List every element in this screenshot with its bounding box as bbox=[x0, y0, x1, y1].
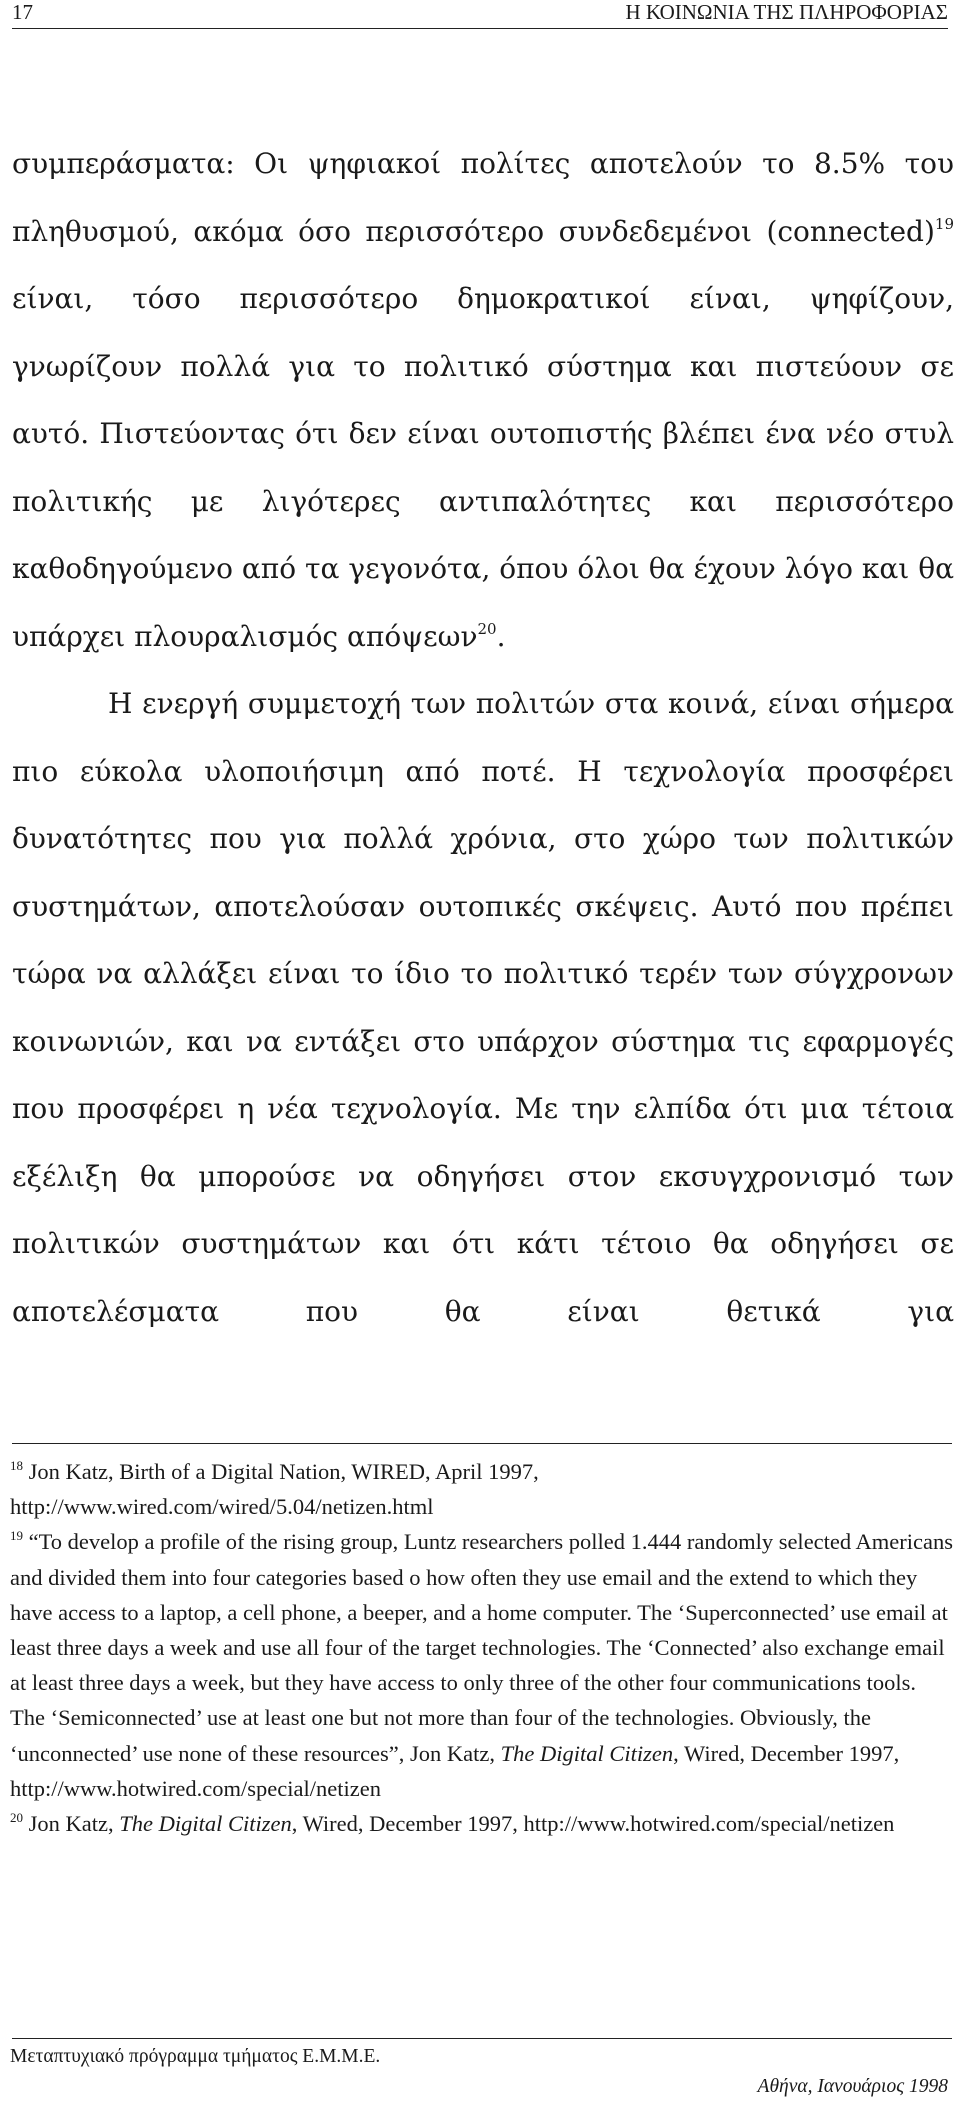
page-number: 17 bbox=[12, 0, 33, 24]
footnote-18 bbox=[10, 1454, 955, 1524]
footnote-19 bbox=[10, 1524, 955, 1806]
footnote-19-tail: , Wired, December 1997, http://www.hotwired.com/special/netizen bbox=[10, 1740, 900, 1801]
running-title: Η ΚΟΙΝΩΝΙΑ ΤΗΣ ΠΛΗΡΟΦΟΡΙΑΣ bbox=[625, 0, 948, 24]
footnote-19-title: The Digital Citizen bbox=[500, 1740, 674, 1766]
footnote-ref-19[interactable]: 19 bbox=[934, 214, 954, 233]
footnote-20-number: 20 bbox=[10, 1810, 23, 1826]
footnote-20 bbox=[10, 1806, 955, 1841]
footnote-18-number: 18 bbox=[10, 1458, 23, 1473]
footer-rule bbox=[12, 2038, 952, 2039]
paragraph-1-text-a: συμπεράσματα: Οι ψηφιακοί πολίτες αποτελούν το 8.5% του πληθυσμού, ακόμα όσο περισσότερο συνδεδεμένοι (connected) bbox=[12, 147, 954, 248]
main-text bbox=[12, 130, 954, 1345]
footer-program: Μεταπτυχιακό πρόγραμμα τμήματος Ε.Μ.Μ.Ε. bbox=[10, 2046, 381, 2067]
footnote-ref-20[interactable]: 20 bbox=[477, 619, 497, 638]
footer-place-date: Αθήνα, Ιανουάριος 1998 bbox=[757, 2076, 948, 2097]
paragraph-2: Η ενεργή συμμετοχή των πολιτών στα κοινά, είναι σήμερα πιο εύκολα υλοποιήσιμη από ποτέ. Η τεχνολογία προσφέρει δυνατότητες που για πολλά χρόνια, στο χώρο των πολιτικών συστημάτων, αποτελούσαν ουτοπικές σκέψεις. Αυτό που πρέπει τώρα να αλλάξει είναι το ίδιο το πολιτικό τερέν των σύγχρονων κοινωνιών, και να εντάξει στο υπάρχον σύστημα τις εφαρμογές που προσφέρει η νέα τεχνολογία. Με την ελπίδα ότι μια τέτοια εξέλιξη θα μπορούσε να οδηγήσει στον εκσυγχρονισμό των πολιτικών συστημάτων και ότι κάτι τέτοιο θα οδηγήσει σε αποτελέσματα που θα είναι θετικά για bbox=[12, 687, 954, 1328]
footnote-20-tail: , Wired, December 1997, http://www.hotwired.com/special/netizen bbox=[291, 1811, 895, 1837]
paragraph-1 bbox=[12, 130, 954, 670]
footnote-19-number: 19 bbox=[10, 1528, 23, 1544]
page-footer bbox=[10, 2046, 948, 2102]
footnote-20-title: The Digital Citizen bbox=[119, 1811, 292, 1837]
footnotes bbox=[10, 1454, 955, 1841]
paragraph-1-text-b: είναι, τόσο περισσότερο δημοκρατικοί είναι, ψηφίζουν, γνωρίζουν πολλά για το πολιτικό σύστημα και πιστεύουν σε αυτό. Πιστεύοντας ότι δεν είναι ουτοπιστής βλέπει ένα νέο στυλ πολιτικής με λιγότερες αντιπαλότητες και περισσότερο καθοδηγούμενο από τα γεγονότα, όπου όλοι θα έχουν λόγο και θα υπάρχει πλουραλισμός απόψεων bbox=[12, 282, 954, 653]
paragraph-1-text-c: . bbox=[496, 619, 506, 653]
header-rule bbox=[12, 28, 948, 29]
footnote-separator bbox=[12, 1443, 952, 1444]
footnote-20-text: Jon Katz, bbox=[23, 1811, 120, 1837]
page-header bbox=[12, 0, 948, 36]
footnote-19-text: “To develop a profile of the rising group, Luntz researchers polled 1.444 randomly selected Americans and divided them into four categories based o how often they use email and the extend to which they have access to a laptop, a cell phone, a beeper, and a home computer. The ‘Superconnected’ use email at least three days a week and use all four of the target technologies. The ‘Connected’ also exchange email at least three days a week, but they have access to only three of the other four communications tools. The ‘Semiconnected’ use at least one but not more than four of the technologies. Obviously, the ‘unconnected’ use none of these resources”, Jon Katz, bbox=[10, 1529, 953, 1766]
footnote-18-text: Jon Katz, Birth of a Digital Nation, WIRED, April 1997, http://www.wired.com/wired/5.04/netizen.html bbox=[10, 1459, 539, 1520]
